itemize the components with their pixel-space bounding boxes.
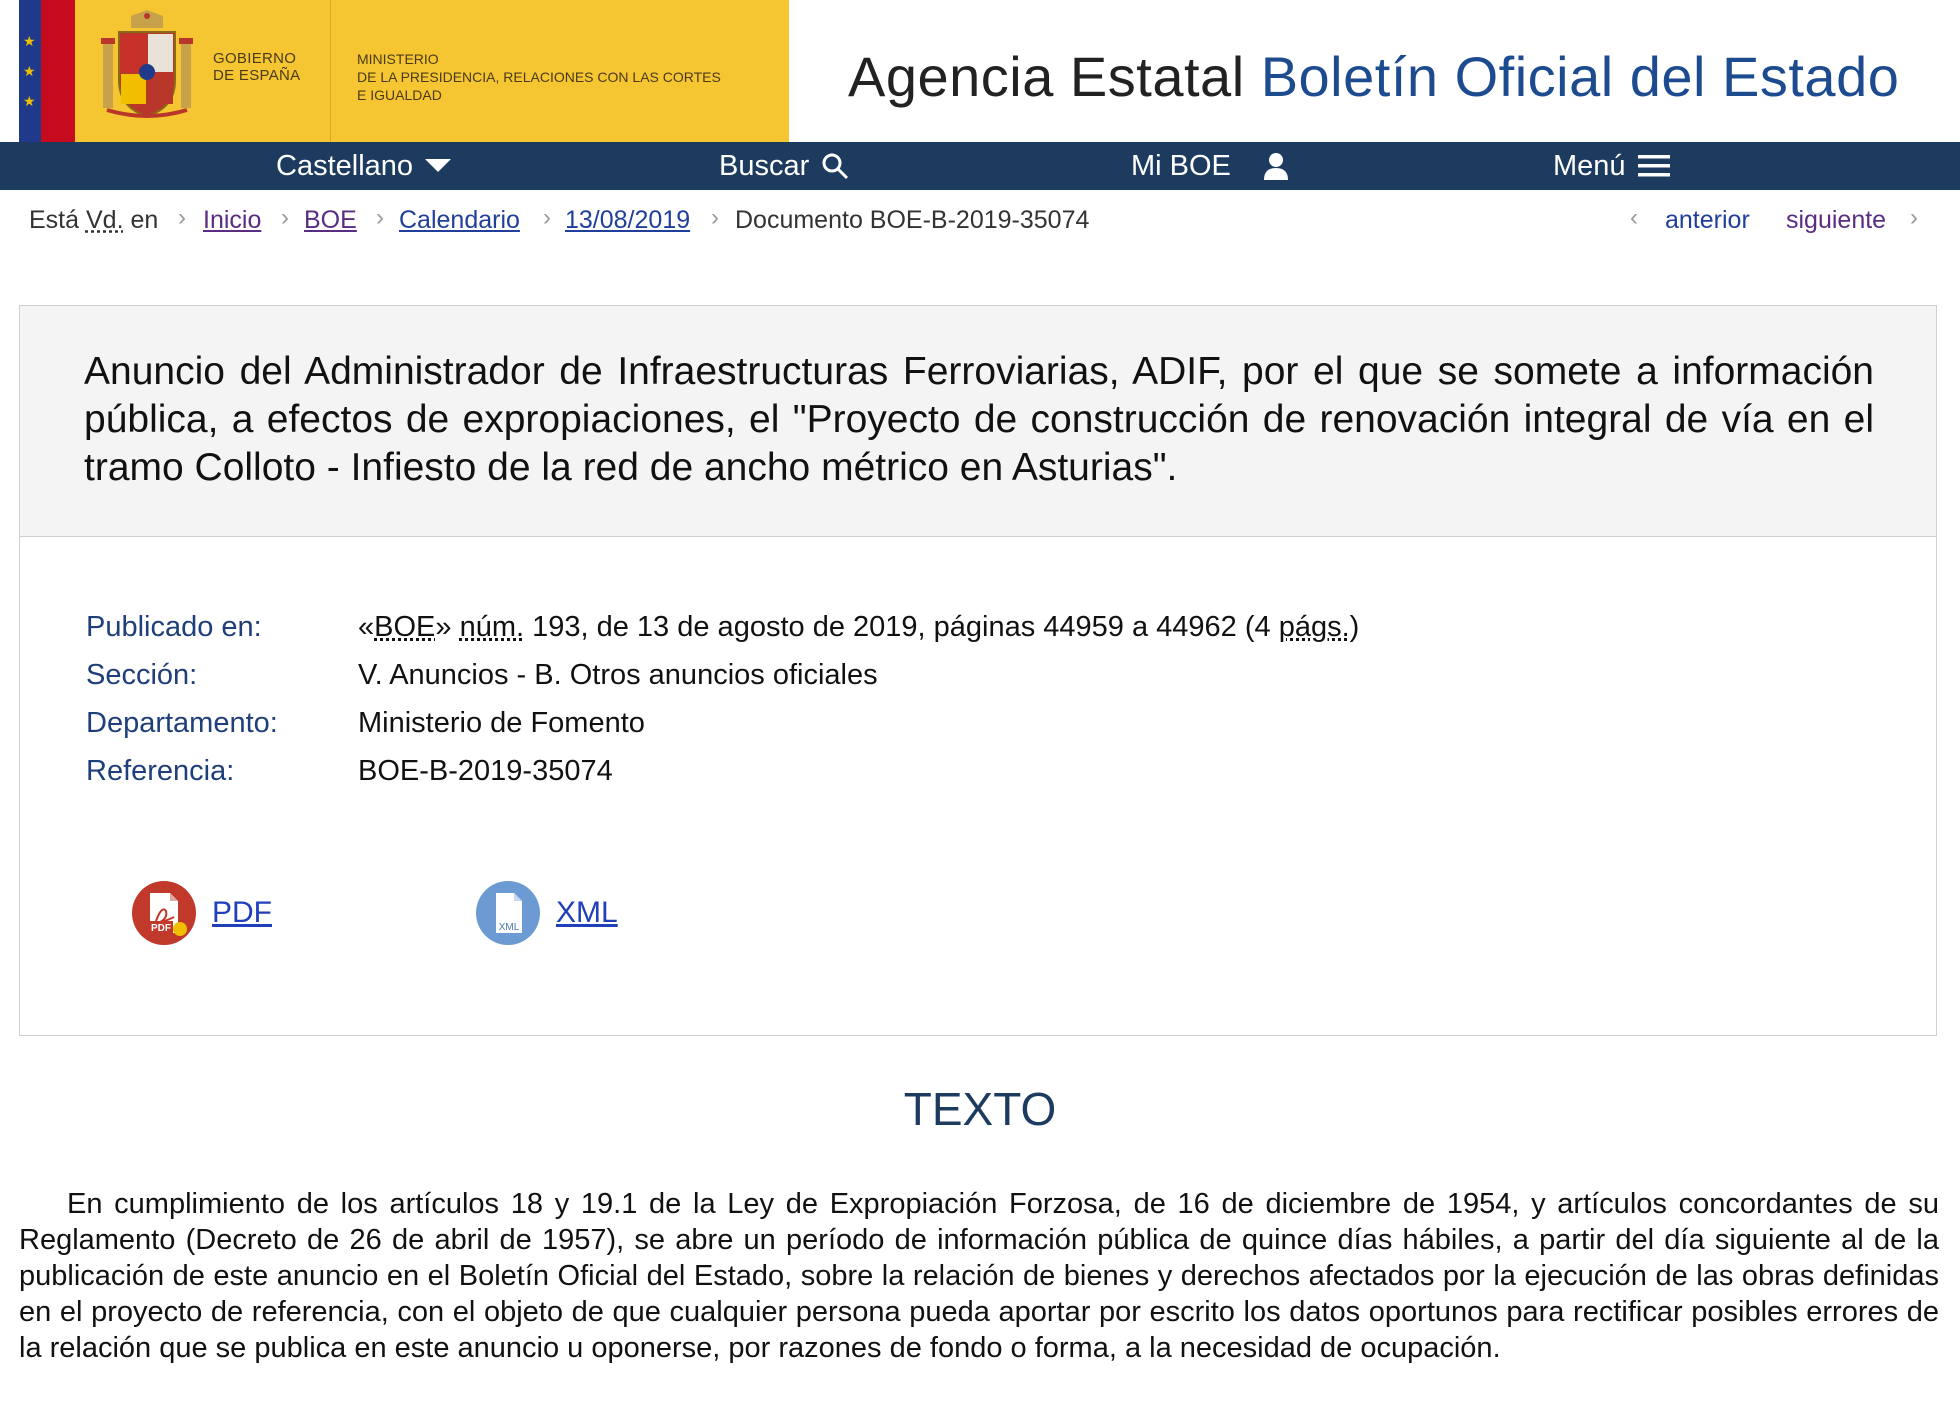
breadcrumb-calendar-link[interactable]: Calendario (399, 206, 520, 234)
ministry-line-2: DE LA PRESIDENCIA, RELACIONES CON LAS CORTES (357, 69, 721, 85)
document-title: Anuncio del Administrador de Infraestructuras Ferroviarias, ADIF, por el que se somete a información pública, a efectos de expropiaciones, el "Proyecto de construcción de renovación integral de vía en el tramo Colloto - Infiesto de la red de ancho métrico en Asturias". (84, 350, 1874, 489)
main-navbar (0, 142, 1960, 190)
published-text: ) (1349, 611, 1360, 643)
published-text: 193, de 13 de agosto de 2019, páginas 44959 a 44962 (4 (524, 611, 1279, 643)
ministry-line-1: MINISTERIO (357, 51, 439, 67)
text-heading: TEXTO (903, 1083, 1057, 1135)
published-text: « (358, 611, 375, 643)
published-text: » (435, 611, 460, 643)
site-title-agency: Agencia Estatal (848, 45, 1261, 108)
breadcrumb-prefix-text: Está (29, 206, 86, 234)
chevron-right-icon: › (711, 204, 719, 231)
department-label: Departamento: (86, 707, 278, 739)
previous-document-link[interactable]: anterior (1665, 206, 1750, 234)
published-abbr-boe: BOE (374, 611, 436, 643)
menu-button[interactable] (1553, 142, 1670, 190)
menu-label: Menú (1553, 150, 1626, 182)
body-paragraph: En cumplimiento de los artículos 18 y 19.1 de la Ley de Expropiación Forzosa, de 16 de diciembre de 1954, y artículos concordantes de su Reglamento (Decreto de 26 de abril de 1957), se abre un período de información pública de quince días hábiles, a partir del día siguiente al de la publicación de este anuncio en el Boletín Oficial del Estado, sobre la relación de bienes y derechos afectados por la ejecución de las obras definidas en el proyecto de referencia, con el objeto de que cualquier persona pueda aportar por escrito los datos oportunos para rectificar posibles errores de la relación que se publica en este anuncio u oponerse, por razones de fondo o forma, a la necesidad de ocupación. (19, 1188, 1939, 1364)
xml-label: XML (556, 896, 618, 929)
site-title[interactable] (848, 44, 1899, 109)
breadcrumb-current: Documento BOE-B-2019-35074 (735, 206, 1090, 234)
government-label (213, 50, 300, 84)
my-boe-button[interactable] (1131, 142, 1291, 190)
breadcrumb-prefix-text: en (123, 206, 159, 234)
chevron-left-icon: ‹ (1630, 204, 1638, 231)
search-button[interactable] (719, 142, 849, 190)
spain-flag (19, 0, 75, 142)
search-icon (821, 152, 849, 180)
meta-row-reference (86, 747, 1359, 795)
star-icon: ★ (23, 33, 36, 49)
chevron-right-icon: › (178, 204, 186, 231)
site-title-boe: Boletín Oficial del Estado (1260, 45, 1900, 108)
breadcrumb-boe-link[interactable]: BOE (304, 206, 357, 234)
search-label: Buscar (719, 150, 810, 182)
next-document-link[interactable]: siguiente (1786, 206, 1887, 234)
meta-row-section (86, 651, 1359, 699)
published-abbr-num: núm. (459, 611, 525, 643)
pdf-download-link[interactable] (132, 881, 272, 945)
breadcrumb-prefix (29, 206, 158, 235)
document-card (19, 305, 1937, 1036)
section-value: V. Anuncios - B. Otros anuncios oficiales (358, 659, 878, 691)
chevron-right-icon: › (376, 204, 384, 231)
chevron-right-icon: › (543, 204, 551, 231)
xml-icon-text: XML (498, 922, 520, 933)
ministry-line-3: E IGUALDAD (357, 87, 442, 103)
divider (330, 0, 331, 142)
document-metadata (86, 603, 1359, 795)
pdf-icon-text: PDF (151, 923, 171, 934)
hamburger-icon (1638, 154, 1670, 178)
published-value (358, 603, 1359, 651)
meta-row-department (86, 699, 1359, 747)
breadcrumb-home-link[interactable]: Inicio (203, 206, 262, 234)
language-selector[interactable] (276, 142, 451, 190)
xml-file-icon (476, 881, 540, 945)
star-icon: ★ (23, 93, 36, 109)
breadcrumb (0, 190, 1960, 250)
caret-down-icon (425, 159, 451, 173)
published-abbr-pags: págs. (1278, 611, 1350, 643)
meta-row-published (86, 603, 1359, 651)
site-header (0, 0, 1960, 142)
section-label: Sección: (86, 659, 198, 691)
chevron-right-icon: › (1910, 204, 1918, 231)
gov-line-2: DE ESPAÑA (213, 67, 301, 84)
breadcrumb-date-link[interactable]: 13/08/2019 (565, 206, 691, 234)
government-logo-block[interactable] (75, 0, 789, 142)
reference-label: Referencia: (86, 755, 235, 787)
breadcrumb-abbr: Vd. (85, 206, 124, 234)
language-label: Castellano (276, 150, 414, 182)
chevron-right-icon: › (281, 204, 289, 231)
eu-band (19, 0, 41, 142)
gov-line-1: GOBIERNO (213, 50, 297, 67)
published-label: Publicado en: (86, 611, 262, 643)
xml-download-link[interactable] (476, 881, 618, 945)
reference-value: BOE-B-2019-35074 (358, 755, 613, 787)
document-header (20, 306, 1936, 537)
coat-of-arms-icon (97, 10, 197, 122)
my-boe-label: Mi BOE (1131, 150, 1231, 182)
star-icon: ★ (23, 63, 36, 79)
user-icon (1261, 152, 1291, 180)
pdf-label: PDF (212, 896, 272, 929)
ministry-label (357, 50, 777, 104)
department-value: Ministerio de Fomento (358, 707, 645, 739)
pdf-file-icon (132, 881, 196, 945)
